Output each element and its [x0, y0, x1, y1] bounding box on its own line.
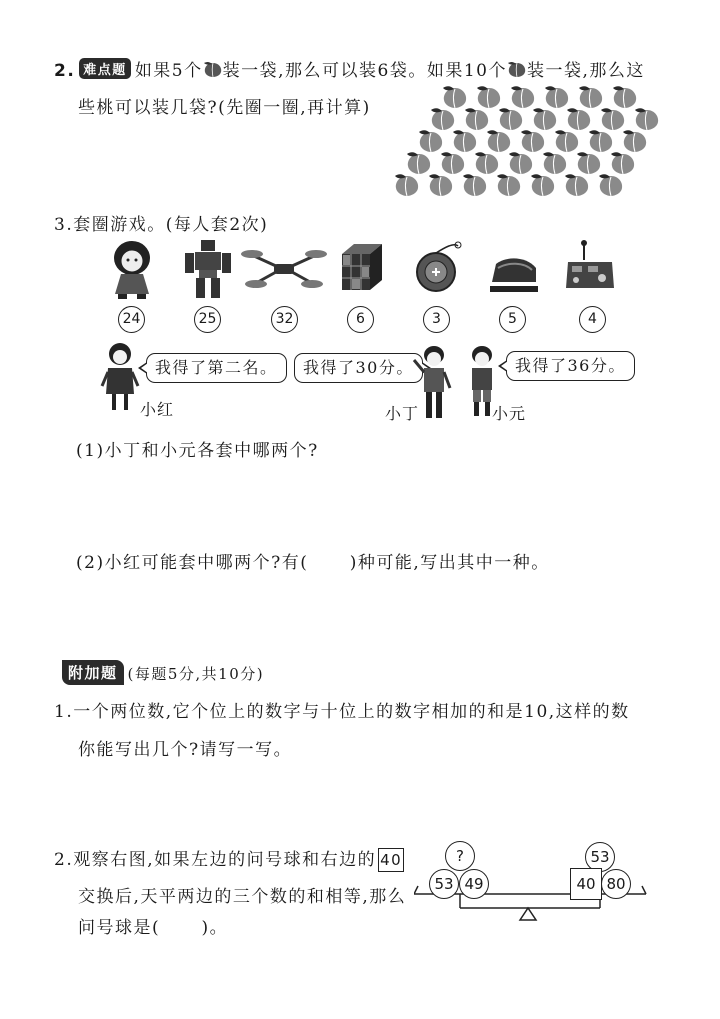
bonus-q1-line2: 你能写出几个?请写一写。	[78, 740, 293, 760]
doll-icon	[104, 238, 160, 300]
score-circle: 24	[118, 306, 145, 333]
ball-right-top: 53	[585, 842, 615, 872]
speech-bubble-xiaoyuan: 我得了36分。	[506, 351, 635, 381]
bonus-q2-line2: 交换后,天平两边的三个数的和相等,那么	[78, 887, 407, 907]
ball-right: 80	[601, 869, 631, 899]
speech-bubble-xiaoding: 我得了30分。	[294, 353, 423, 383]
q3-sub-question-2: (2)小红可能套中哪两个?有( )种可能,写出其中一种。	[76, 553, 550, 573]
bonus-q2-text: 2.观察右图,如果左边的问号球和右边的	[54, 850, 377, 870]
q2-line1	[54, 56, 645, 81]
name-xiaoyuan: 小元	[492, 404, 527, 423]
remote-control-icon	[562, 238, 618, 300]
bonus-note: (每题5分,共10分)	[127, 665, 265, 683]
difficulty-badge: 难点题	[79, 58, 131, 79]
q2-number: 2.	[54, 61, 76, 81]
ball-left-2: 49	[459, 869, 489, 899]
score-circle: 25	[194, 306, 221, 333]
drone-icon	[240, 238, 328, 300]
rubiks-cube-icon	[334, 238, 390, 300]
robot-icon	[180, 238, 236, 300]
bonus-header	[62, 660, 264, 685]
score-circle: 5	[499, 306, 526, 333]
q2-text-part3: 装一袋,那么这	[527, 61, 645, 81]
score-circle: 6	[347, 306, 374, 333]
speech-bubble-xiaohong: 我得了第二名。	[146, 353, 287, 383]
yoyo-icon	[410, 238, 466, 300]
peach-grid	[392, 84, 662, 200]
score-circle: 32	[271, 306, 298, 333]
box-right: 40	[570, 868, 602, 900]
score-circle: 4	[579, 306, 606, 333]
bonus-q2-line1	[54, 845, 404, 872]
name-xiaoding: 小丁	[385, 404, 420, 423]
ball-left-1: 53	[429, 869, 459, 899]
score-circle: 3	[423, 306, 450, 333]
peach-icon	[203, 60, 223, 78]
bonus-q2-line3: 问号球是( )。	[78, 918, 229, 938]
inline-box-number: 40	[378, 848, 404, 872]
question-ball: ?	[445, 841, 475, 871]
bonus-badge: 附加题	[62, 660, 124, 685]
girl-xiaohong-figure	[100, 342, 142, 414]
stapler-icon	[486, 238, 542, 300]
q3-sub-question-1: (1)小丁和小元各套中哪两个?	[76, 441, 319, 461]
q3-title: 3.套圈游戏。(每人套2次)	[54, 215, 269, 235]
q2-text-part1: 如果5个	[134, 61, 203, 81]
q2-text-part2: 装一袋,那么可以装6袋。如果10个	[222, 61, 507, 81]
name-xiaohong: 小红	[140, 400, 175, 419]
q2-line2: 些桃可以装几袋?(先圈一圈,再计算)	[78, 98, 371, 118]
bonus-q1-line1: 1.一个两位数,它个位上的数字与十位上的数字相加的和是10,这样的数	[54, 702, 630, 722]
peach-icon	[507, 60, 527, 78]
